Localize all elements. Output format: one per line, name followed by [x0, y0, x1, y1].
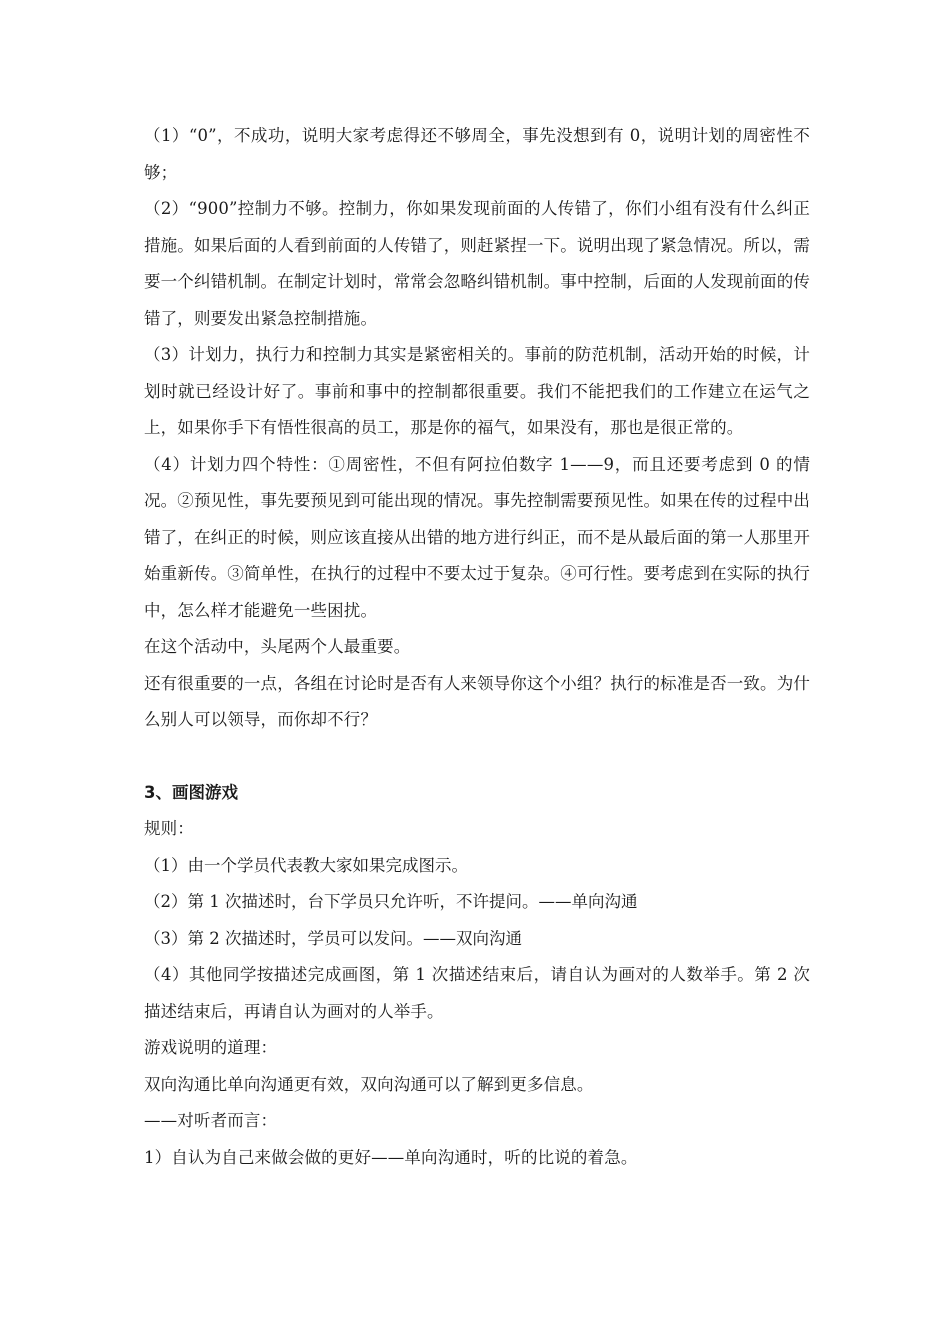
rule-item: （3）第 2 次描述时，学员可以发问。——双向沟通 [144, 928, 522, 948]
rule-item: （1）由一个学员代表教大家如果完成图示。 [144, 855, 468, 875]
paragraph-point-2: （2）“900”控制力不够。控制力，你如果发现前面的人传错了，你们小组有没有什么纠正措施。如果后面的人看到前面的人传错了，则赶紧捏一下。说明出现了紧急情况。所以，需要一个纠错机制。在制定计划时，常常会忽略纠错机制。事中控制，后面的人发现前面的传错了，则要发出紧急控制措施。 [144, 199, 810, 328]
rule-item: （4）其他同学按描述完成画图，第 1 次描述结束后，请自认为画对的人数举手。第 2 次描述结束后，再请自认为画对的人举手。 [144, 965, 810, 1021]
paragraph-point-1: （1）“0”，不成功，说明大家考虑得还不够周全，事先没想到有 0，说明计划的周密性不够； [144, 126, 810, 182]
paragraph-spacer [144, 739, 810, 775]
rule-item: （2）第 1 次描述时，台下学员只允许听，不许提问。——单向沟通 [144, 892, 638, 911]
explanation-line: ——对听者而言： [144, 1111, 278, 1130]
paragraph-point-4: （4）计划力四个特性：①周密性，不但有阿拉伯数字 1——9，而且还要考虑到 0 的情况。②预见性，事先要预见到可能出现的情况。事先控制需要预见性。如果在传的过程中出错了，在纠正的时候，则应该直接从出错的地方进行纠正，而不是从最后面的第一人那里开始重新传。③简单性，在执行的过程中不要太过于复杂。④可行性。要考虑到在实际的执行中，怎么样才能避免一些困扰。 [144, 454, 810, 620]
paragraph-leadership: 还有很重要的一点，各组在讨论时是否有人来领导你这个小组？执行的标准是否一致。为什么别人可以领导，而你却不行？ [144, 673, 810, 729]
paragraph-key-people: 在这个活动中，头尾两个人最重要。 [144, 637, 411, 656]
paragraph-point-3: （3）计划力，执行力和控制力其实是紧密相关的。事前的防范机制，活动开始的时候，计划时就已经设计好了。事前和事中的控制都很重要。我们不能把我们的工作建立在运气之上，如果你手下有悟性很高的员工，那是你的福气，如果没有，那也是很正常的。 [144, 345, 810, 437]
section-heading: 3、画图游戏 [144, 782, 238, 802]
explanation-line: 1）自认为自己来做会做的更好——单向沟通时，听的比说的着急。 [144, 1147, 638, 1167]
explanation-line: 双向沟通比单向沟通更有效，双向沟通可以了解到更多信息。 [144, 1074, 594, 1094]
rules-label: 规则： [144, 819, 194, 838]
explanation-label: 游戏说明的道理： [144, 1038, 278, 1057]
document-body [144, 118, 810, 1176]
